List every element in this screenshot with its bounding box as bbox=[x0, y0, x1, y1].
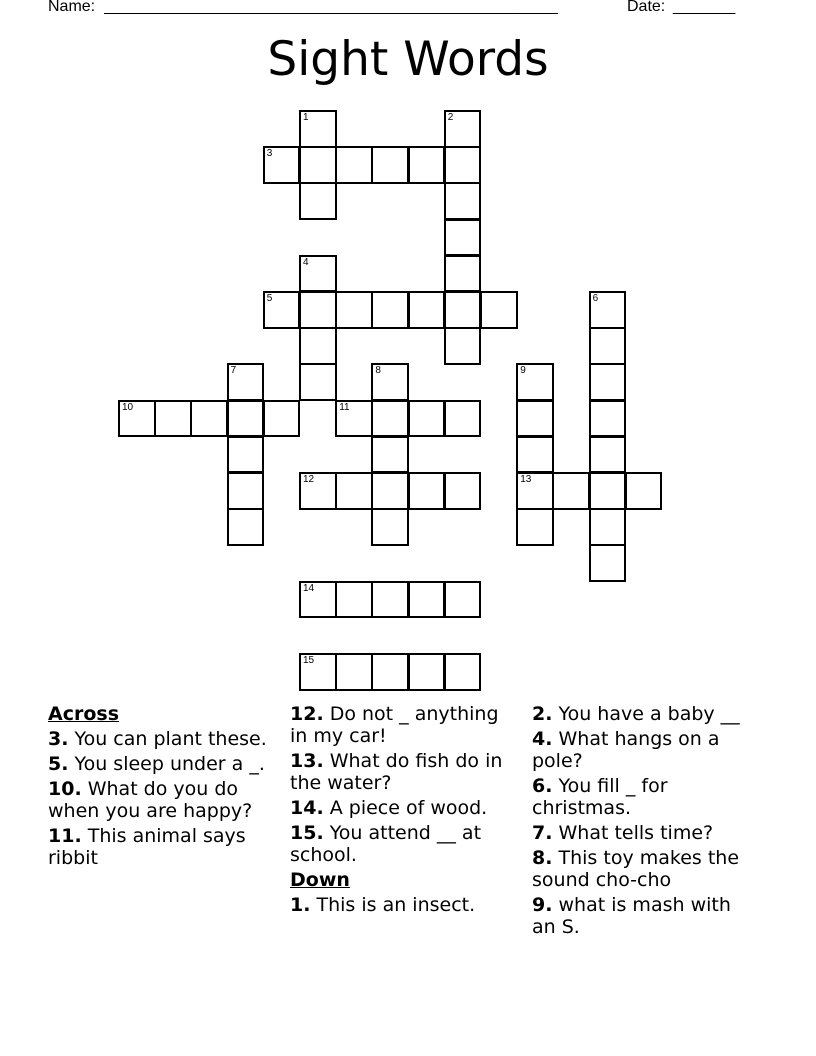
crossword-cell[interactable] bbox=[625, 472, 663, 510]
crossword-cell[interactable] bbox=[371, 472, 409, 510]
crossword-cell[interactable] bbox=[589, 544, 627, 582]
crossword-cell[interactable] bbox=[480, 291, 518, 329]
clue-number: 10. bbox=[48, 778, 82, 800]
crossword-cell[interactable] bbox=[263, 146, 301, 184]
clue-number: 14. bbox=[290, 797, 324, 819]
crossword-cell[interactable] bbox=[371, 400, 409, 438]
clue-number: 15. bbox=[290, 822, 324, 844]
cell-clue-number: 15 bbox=[303, 655, 315, 666]
cell-clue-number: 14 bbox=[303, 582, 315, 594]
clue-across-11 bbox=[48, 825, 273, 869]
crossword-cell[interactable] bbox=[263, 291, 301, 329]
crossword-cell[interactable] bbox=[444, 255, 482, 293]
crossword-cell[interactable] bbox=[335, 581, 373, 619]
clue-down-4 bbox=[532, 728, 752, 772]
cell-clue-number: 11 bbox=[339, 401, 350, 413]
crossword-cell[interactable] bbox=[371, 436, 409, 474]
clue-text: Do not _ anything in my car! bbox=[290, 703, 499, 747]
clue-column-1 bbox=[48, 703, 273, 872]
clue-text: This animal says ribbit bbox=[48, 825, 246, 869]
crossword-cell[interactable] bbox=[299, 653, 337, 691]
clue-across-12 bbox=[290, 703, 515, 747]
crossword-cell[interactable] bbox=[444, 182, 482, 220]
cell-clue-number: 1 bbox=[303, 112, 309, 123]
name-line[interactable]: ___________________________________________________ bbox=[104, 0, 558, 15]
crossword-cell[interactable] bbox=[371, 581, 409, 619]
clue-number: 2. bbox=[532, 703, 553, 725]
crossword-cell[interactable] bbox=[589, 400, 627, 438]
crossword-cell[interactable] bbox=[444, 400, 482, 438]
down-heading: Down bbox=[290, 869, 350, 891]
crossword-cell[interactable] bbox=[552, 472, 590, 510]
crossword-cell[interactable] bbox=[589, 327, 627, 365]
cell-clue-number: 9 bbox=[520, 365, 526, 377]
cell-clue-number: 3 bbox=[266, 148, 273, 160]
crossword-cell[interactable] bbox=[299, 327, 337, 365]
crossword-cell[interactable] bbox=[516, 508, 554, 546]
crossword-cell[interactable] bbox=[118, 400, 156, 438]
crossword-cell[interactable] bbox=[299, 146, 337, 184]
page-title: Sight Words bbox=[267, 32, 549, 87]
crossword-cell[interactable] bbox=[227, 508, 265, 546]
crossword-cell[interactable] bbox=[227, 363, 265, 401]
clue-text: You sleep under a _. bbox=[74, 753, 265, 775]
crossword-cell[interactable] bbox=[408, 146, 446, 184]
crossword-cell[interactable] bbox=[335, 472, 373, 510]
crossword-cell[interactable] bbox=[299, 581, 337, 619]
crossword-cell[interactable] bbox=[154, 400, 192, 438]
crossword-cell[interactable] bbox=[371, 653, 409, 691]
clue-number: 11. bbox=[48, 825, 82, 847]
crossword-cell[interactable] bbox=[299, 182, 337, 220]
crossword-cell[interactable] bbox=[263, 400, 301, 438]
clue-across-13 bbox=[290, 750, 515, 794]
clue-text: What tells time? bbox=[558, 822, 714, 844]
crossword-cell[interactable] bbox=[516, 472, 554, 510]
clue-down-9 bbox=[532, 894, 752, 938]
clue-across-14 bbox=[290, 797, 515, 819]
clue-text: This is an insect. bbox=[316, 894, 476, 916]
clue-text: You attend __ at school. bbox=[290, 822, 482, 866]
cell-clue-number: 10 bbox=[122, 401, 134, 413]
cell-clue-number: 13 bbox=[520, 474, 532, 485]
crossword-cell[interactable] bbox=[444, 653, 482, 691]
crossword-cell[interactable] bbox=[444, 327, 482, 365]
crossword-cell[interactable] bbox=[444, 219, 482, 257]
clue-text: A piece of wood. bbox=[329, 797, 488, 819]
date-label: Date: bbox=[627, 0, 666, 15]
crossword-cell[interactable] bbox=[408, 291, 446, 329]
crossword-cell[interactable] bbox=[408, 472, 446, 510]
crossword-cell[interactable] bbox=[516, 363, 554, 401]
clue-across-15 bbox=[290, 822, 515, 866]
cell-clue-number: 7 bbox=[230, 365, 237, 377]
clue-text: You fill _ for christmas. bbox=[532, 775, 668, 819]
crossword-cell[interactable] bbox=[589, 472, 627, 510]
clue-number: 7. bbox=[532, 822, 553, 844]
crossword-cell[interactable] bbox=[589, 291, 627, 329]
date-line[interactable]: _______ bbox=[673, 0, 736, 15]
clue-number: 13. bbox=[290, 750, 324, 772]
cell-clue-number: 2 bbox=[447, 112, 454, 123]
crossword-cell[interactable] bbox=[408, 653, 446, 691]
crossword-cell[interactable] bbox=[408, 400, 446, 438]
cell-clue-number: 5 bbox=[266, 293, 273, 304]
clue-down-1 bbox=[290, 894, 515, 916]
crossword-cell[interactable] bbox=[299, 472, 337, 510]
clue-text: You have a baby __ bbox=[558, 703, 740, 725]
crossword-cell[interactable] bbox=[444, 581, 482, 619]
crossword-cell[interactable] bbox=[444, 146, 482, 184]
crossword-cell[interactable] bbox=[589, 508, 627, 546]
clue-number: 8. bbox=[532, 847, 553, 869]
clue-across-3 bbox=[48, 728, 273, 750]
clue-number: 1. bbox=[290, 894, 311, 916]
clue-across-10 bbox=[48, 778, 273, 822]
clue-number: 9. bbox=[532, 894, 553, 916]
clue-down-6 bbox=[532, 775, 752, 819]
clue-down-8 bbox=[532, 847, 752, 891]
crossword-cell[interactable] bbox=[408, 581, 446, 619]
clue-text: This toy makes the sound cho-cho bbox=[532, 847, 740, 891]
clue-down-2 bbox=[532, 703, 752, 725]
name-label: Name: bbox=[48, 0, 96, 15]
crossword-cell[interactable] bbox=[299, 255, 337, 293]
crossword-cell[interactable] bbox=[589, 363, 627, 401]
crossword-cell[interactable] bbox=[444, 291, 482, 329]
crossword-cell[interactable] bbox=[371, 146, 409, 184]
across-heading: Across bbox=[48, 703, 120, 725]
crossword-cell[interactable] bbox=[371, 291, 409, 329]
crossword-cell[interactable] bbox=[299, 363, 337, 401]
crossword-cell[interactable] bbox=[299, 110, 337, 148]
crossword-cell[interactable] bbox=[335, 400, 373, 438]
crossword-cell[interactable] bbox=[371, 508, 409, 546]
clue-text: What do you do when you are happy? bbox=[48, 778, 253, 822]
cell-clue-number: 8 bbox=[375, 365, 381, 377]
cell-clue-number: 4 bbox=[303, 256, 309, 268]
crossword-cell[interactable] bbox=[589, 436, 627, 474]
crossword-cell[interactable] bbox=[299, 291, 337, 329]
cell-clue-number: 6 bbox=[592, 293, 599, 304]
clue-number: 5. bbox=[48, 753, 69, 775]
clue-text: You can plant these. bbox=[74, 728, 267, 750]
clue-down-7 bbox=[532, 822, 752, 844]
clue-column-2 bbox=[290, 703, 515, 919]
clue-number: 6. bbox=[532, 775, 553, 797]
clue-across-5 bbox=[48, 753, 273, 775]
clue-column-3 bbox=[532, 703, 752, 941]
clue-text: What hangs on a pole? bbox=[532, 728, 720, 772]
clue-number: 3. bbox=[48, 728, 69, 750]
crossword-cell[interactable] bbox=[227, 472, 265, 510]
crossword-cell[interactable] bbox=[371, 363, 409, 401]
crossword-cell[interactable] bbox=[444, 110, 482, 148]
crossword-cell[interactable] bbox=[190, 400, 228, 438]
crossword-cell[interactable] bbox=[516, 436, 554, 474]
crossword-cell[interactable] bbox=[227, 400, 265, 438]
clue-number: 4. bbox=[532, 728, 553, 750]
clue-text: what is mash with an S. bbox=[532, 894, 731, 938]
crossword-cell[interactable] bbox=[227, 436, 265, 474]
clue-text: What do fish do in the water? bbox=[290, 750, 503, 794]
crossword-cell[interactable] bbox=[444, 472, 482, 510]
cell-clue-number: 12 bbox=[303, 474, 315, 485]
crossword-cell[interactable] bbox=[335, 291, 373, 329]
clue-number: 12. bbox=[290, 703, 324, 725]
crossword-cell[interactable] bbox=[335, 653, 373, 691]
crossword-cell[interactable] bbox=[516, 400, 554, 438]
crossword-cell[interactable] bbox=[335, 146, 373, 184]
